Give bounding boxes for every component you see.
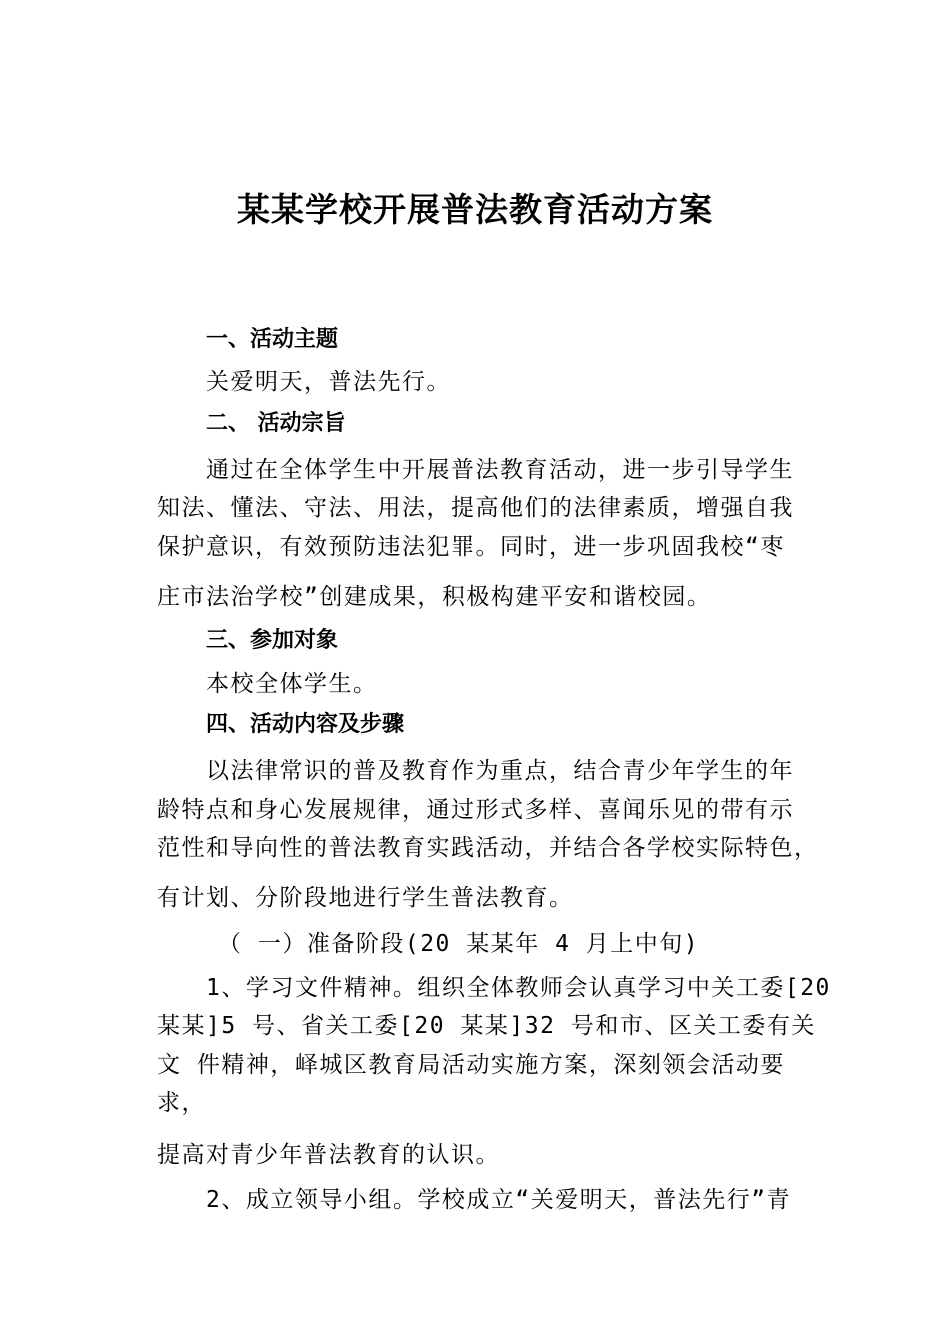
paragraph-line: 庄市法治学校”创建成果，积极构建平安和谐校园。: [157, 584, 712, 610]
paragraph-line: 关爱明天，普法先行。: [206, 369, 451, 395]
section-heading-participants: 三、参加对象: [206, 628, 339, 653]
paragraph-line: 以法律常识的普及教育作为重点，结合青少年学生的年: [206, 758, 794, 784]
section-heading-theme: 一、活动主题: [206, 327, 339, 352]
section-heading-content-steps: 四、活动内容及步骤: [206, 712, 405, 737]
paragraph-line: 有计划、分阶段地进行学生普法教育。: [157, 885, 574, 911]
paragraph-line: 文 件精神，峄城区教育局活动实施方案，深刻领会活动要: [157, 1052, 785, 1078]
paragraph-line: 提高对青少年普法教育的认识。: [157, 1142, 500, 1168]
stage-heading-preparation: （ 一）准备阶段(20 某某年 4 月上中旬): [218, 931, 700, 957]
section-heading-purpose: 二、 活动宗旨: [206, 411, 346, 436]
paragraph-line: 通过在全体学生中开展普法教育活动，进一步引导学生: [206, 457, 794, 483]
paragraph-line: 2、成立领导小组。学校成立“关爱明天，普法先行”青: [206, 1187, 792, 1213]
paragraph-line: 本校全体学生。: [206, 671, 378, 697]
document-title: 某某学校开展普法教育活动方案: [237, 190, 713, 229]
paragraph-line: 求，: [157, 1090, 206, 1116]
paragraph-line: 1、学习文件精神。组织全体教师会认真学习中关工委[20: [206, 975, 831, 1001]
paragraph-line: 龄特点和身心发展规律，通过形式多样、喜闻乐见的带有示: [157, 797, 794, 823]
paragraph-line: 保护意识，有效预防违法犯罪。同时，进一步巩固我校“枣: [157, 534, 785, 560]
paragraph-line: 某某]5 号、省关工委[20 某某]32 号和市、区关工委有关: [157, 1013, 816, 1039]
paragraph-line: 范性和导向性的普法教育实践活动，并结合各学校实际特色，: [157, 835, 819, 861]
paragraph-line: 知法、懂法、守法、用法，提高他们的法律素质，增强自我: [157, 495, 794, 521]
